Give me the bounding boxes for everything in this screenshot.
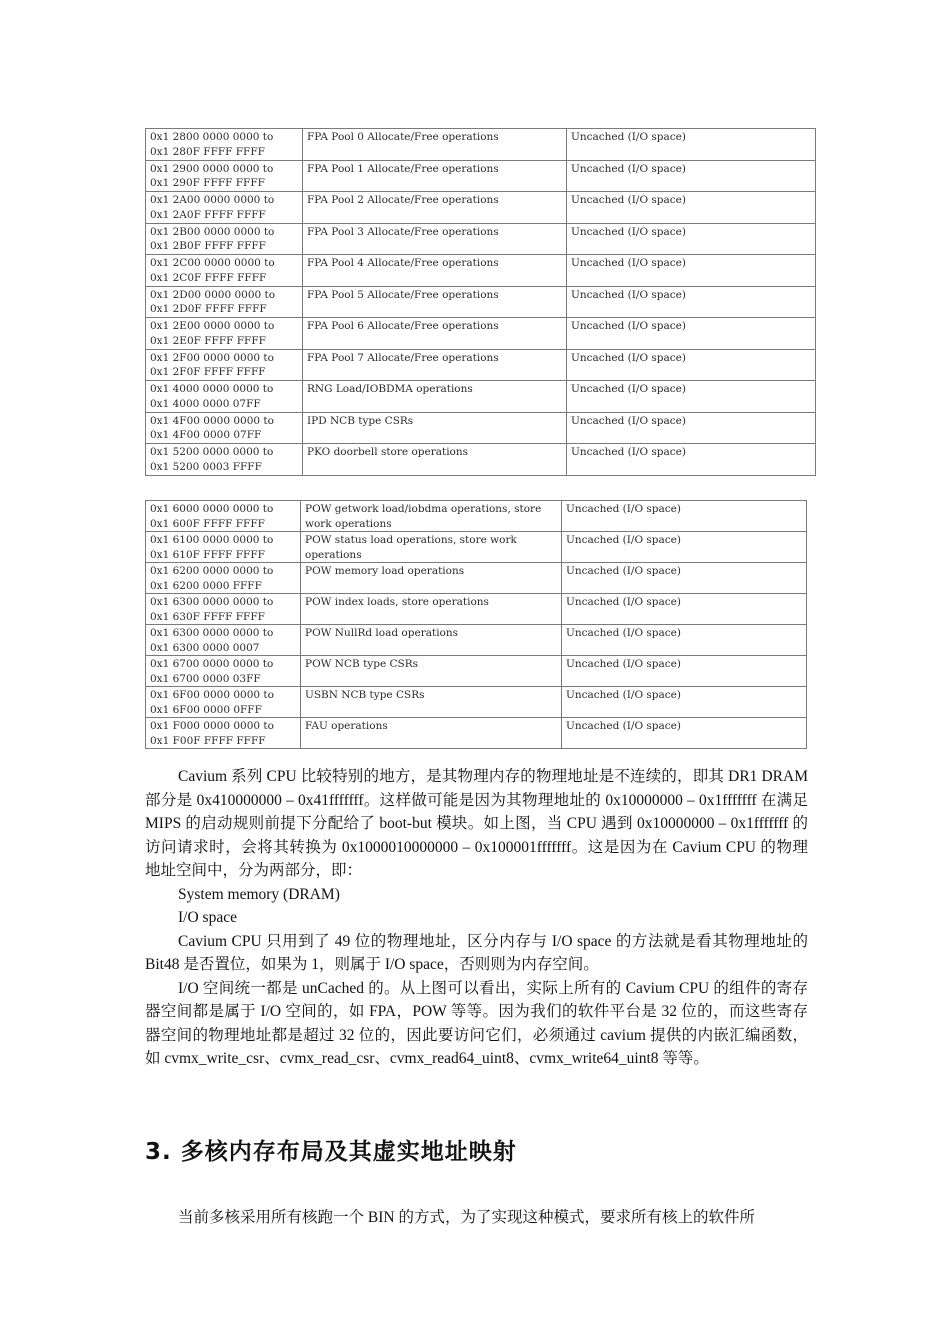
operation-cell — [303, 223, 567, 255]
paragraph-bit48: Cavium CPU 只用到了 49 位的物理地址，区分内存与 I/O space 的方法就是看其物理地址的 Bit48 是否置位，如果为 1，则属于 I/O space，否则则为内存空间。 — [145, 932, 808, 973]
address-range-cell-line: 0x1 6000 0000 0000 to — [150, 503, 274, 515]
address-range-cell — [146, 286, 303, 318]
address-range-cell-line: 0x1 2D0F FFFF FFFF — [150, 303, 267, 315]
address-range-cell-line: 0x1 2F00 0000 0000 to — [150, 351, 274, 364]
address-range-cell-line: 0x1 2800 0000 0000 to — [150, 131, 274, 143]
address-range-cell-line: 0x1 6700 0000 0000 to — [150, 658, 274, 670]
address-range-cell — [146, 687, 301, 718]
table-row — [146, 501, 807, 532]
table-row — [146, 594, 807, 625]
address-range-cell-line: 0x1 F00F FFFF FFFF — [150, 734, 266, 747]
paragraph-address-discontinuity: Cavium 系列 CPU 比较特别的地方，是其物理内存的物理地址是不连续的，即其 DR1 DRAM 部分是 0x410000000 – 0x41fffffff。这样做可能是因为其物理地址的 0x10000000 – 0x1fffffff 在满足 MIPS 的启动规则前提下分配给了 boot-but 模块。如上图，当 CPU 遇到 0x10000000 – 0x1fffffff 的访问请求时，会将其转换为 0x1000010000000 – 0x100001fffffff。这是因为在 Cavium CPU 的物理地址空间中，分为两部分，即： — [145, 768, 808, 879]
cache-attribute-cell: Uncached (I/O space) — [567, 318, 816, 350]
address-range-cell — [146, 718, 301, 749]
address-range-cell-line: 0x1 6700 0000 03FF — [150, 672, 261, 685]
operation-cell-line: POW index loads, store operations — [305, 596, 489, 608]
address-range-cell-line: 0x1 6F00 0000 0000 to — [150, 689, 274, 701]
address-range-cell — [146, 444, 303, 476]
operation-cell — [301, 656, 562, 687]
table-row — [146, 160, 816, 192]
address-range-cell-line: 0x1 2E0F FFFF FFFF — [150, 334, 266, 347]
table-row — [146, 318, 816, 350]
fpa-address-map-table — [145, 128, 816, 476]
address-range-cell-line: 0x1 2A00 0000 0000 to — [150, 194, 275, 206]
operation-cell-line: POW memory load operations — [305, 565, 465, 577]
address-range-cell — [146, 255, 303, 287]
operation-cell — [301, 625, 562, 656]
address-range-cell-line: 0x1 2B0F FFFF FFFF — [150, 240, 266, 252]
address-range-cell-line: 0x1 2E00 0000 0000 to — [150, 320, 275, 332]
address-range-cell-line: 0x1 4000 0000 0000 to — [150, 383, 274, 395]
address-range-cell-line: 0x1 610F FFFF FFFF — [150, 548, 265, 561]
table-row — [146, 656, 807, 687]
operation-cell — [303, 444, 567, 476]
pow-address-map-table — [145, 500, 807, 749]
address-range-cell — [146, 563, 301, 594]
operation-cell-line: FPA Pool 5 Allocate/Free operations — [307, 288, 499, 301]
operation-cell-line: PKO doorbell store operations — [307, 446, 469, 458]
address-range-cell-line: 0x1 4F00 0000 0000 to — [150, 414, 274, 427]
cache-attribute-cell: Uncached (I/O space) — [567, 412, 816, 444]
cache-attribute-cell: Uncached (I/O space) — [562, 501, 807, 532]
operation-cell — [303, 318, 567, 350]
address-range-cell-line: 0x1 290F FFFF FFFF — [150, 177, 265, 189]
table-row — [146, 255, 816, 287]
cache-attribute-cell: Uncached (I/O space) — [567, 192, 816, 224]
operation-cell-line: FPA Pool 2 Allocate/Free operations — [307, 194, 499, 206]
address-range-cell-line: 0x1 4000 0000 07FF — [150, 397, 261, 410]
address-range-cell-line: 0x1 6200 0000 FFFF — [150, 579, 262, 592]
operation-cell-line: FPA Pool 7 Allocate/Free operations — [307, 351, 499, 364]
cache-attribute-cell: Uncached (I/O space) — [567, 349, 816, 381]
operation-cell — [301, 563, 562, 594]
table-row — [146, 349, 816, 381]
operation-cell — [303, 286, 567, 318]
operation-cell-line: FPA Pool 3 Allocate/Free operations — [307, 225, 499, 238]
address-range-cell — [146, 656, 301, 687]
operation-cell-line: IPD NCB type CSRs — [307, 414, 414, 427]
section-heading: 3. 多核内存布局及其虚实地址映射 — [145, 1139, 517, 1165]
address-range-cell — [146, 160, 303, 192]
address-range-cell-line: 0x1 4F00 0000 07FF — [150, 429, 262, 441]
cache-attribute-cell: Uncached (I/O space) — [567, 286, 816, 318]
table-row — [146, 563, 807, 594]
cache-attribute-cell: Uncached (I/O space) — [567, 160, 816, 192]
table-row — [146, 718, 807, 749]
address-range-cell-line: 0x1 2F0F FFFF FFFF — [150, 366, 266, 378]
address-range-cell-line: 0x1 5200 0000 0000 to — [150, 446, 274, 458]
address-range-cell-line: 0x1 2900 0000 0000 to — [150, 162, 274, 175]
address-range-cell — [146, 129, 303, 161]
cache-attribute-cell: Uncached (I/O space) — [567, 444, 816, 476]
operation-cell-line: work operations — [305, 517, 392, 530]
cache-attribute-cell: Uncached (I/O space) — [562, 718, 807, 749]
address-range-cell — [146, 532, 301, 563]
operation-cell — [303, 349, 567, 381]
operation-cell-line: RNG Load/IOBDMA operations — [307, 383, 473, 395]
table-row — [146, 625, 807, 656]
operation-cell — [301, 594, 562, 625]
address-range-cell — [146, 349, 303, 381]
operation-cell-line: POW NCB type CSRs — [305, 658, 419, 670]
operation-cell-line: FPA Pool 6 Allocate/Free operations — [307, 320, 499, 332]
operation-cell-line: FPA Pool 4 Allocate/Free operations — [307, 257, 499, 269]
paragraph-multicore-bin: 当前多核采用所有核跑一个 BIN 的方式，为了实现这种模式，要求所有核上的软件所 — [178, 1209, 755, 1226]
cache-attribute-cell: Uncached (I/O space) — [562, 687, 807, 718]
operation-cell — [301, 532, 562, 563]
table-row — [146, 129, 816, 161]
paragraph-uncached-io: I/O 空间统一都是 unCached 的。从上图可以看出，实际上所有的 Cavium CPU 的组件的寄存器空间都是属于 I/O 空间的，如 FPA，POW 等等。因为我们的软件平台是 32 位的，而这些寄存器空间的物理地址都是超过 32 位的，因此要访问它们，必须通过 cavium 提供的内嵌汇编函数，如 cvmx_write_csr、cvmx_read_csr、cvmx_read64_uint8、cvmx_write64_uint8 等等。 — [145, 979, 808, 1067]
operation-cell-line: USBN NCB type CSRs — [305, 689, 425, 701]
address-range-cell — [146, 412, 303, 444]
operation-cell — [303, 192, 567, 224]
operation-cell-line: POW getwork load/iobdma operations, store — [305, 503, 542, 515]
address-range-cell — [146, 192, 303, 224]
cache-attribute-cell: Uncached (I/O space) — [567, 255, 816, 287]
cache-attribute-cell: Uncached (I/O space) — [567, 129, 816, 161]
operation-cell — [301, 501, 562, 532]
address-range-cell-line: 0x1 630F FFFF FFFF — [150, 610, 265, 623]
address-range-cell-line: 0x1 2C0F FFFF FFFF — [150, 271, 267, 284]
operation-cell-line: POW NullRd load operations — [305, 627, 459, 639]
table-row — [146, 532, 807, 563]
operation-cell-line: FAU operations — [305, 720, 388, 732]
cache-attribute-cell: Uncached (I/O space) — [567, 381, 816, 413]
table-row — [146, 223, 816, 255]
operation-cell-line: operations — [305, 548, 362, 561]
address-range-cell-line: 0x1 6200 0000 0000 to — [150, 565, 274, 577]
table-row — [146, 286, 816, 318]
address-range-cell-line: 0x1 2A0F FFFF FFFF — [150, 208, 266, 221]
operation-cell-line: POW status load operations, store work — [305, 534, 517, 546]
operation-cell — [303, 129, 567, 161]
operation-cell — [303, 255, 567, 287]
list-item-system-memory: System memory (DRAM) — [178, 885, 340, 903]
operation-cell — [301, 718, 562, 749]
list-item-io-space: I/O space — [178, 909, 237, 926]
operation-cell-line: FPA Pool 1 Allocate/Free operations — [307, 162, 499, 175]
operation-cell — [301, 687, 562, 718]
cache-attribute-cell: Uncached (I/O space) — [562, 594, 807, 625]
table-row — [146, 381, 816, 413]
address-range-cell — [146, 501, 301, 532]
table-row — [146, 444, 816, 476]
address-range-cell-line: 0x1 6100 0000 0000 to — [150, 534, 274, 546]
address-range-cell — [146, 223, 303, 255]
address-range-cell-line: 0x1 2B00 0000 0000 to — [150, 225, 275, 238]
cache-attribute-cell: Uncached (I/O space) — [562, 532, 807, 563]
address-range-cell-line: 0x1 600F FFFF FFFF — [150, 517, 265, 530]
address-range-cell-line: 0x1 6300 0000 0000 to — [150, 627, 274, 639]
address-range-cell — [146, 381, 303, 413]
table-row — [146, 192, 816, 224]
address-range-cell-line: 0x1 F000 0000 0000 to — [150, 720, 274, 732]
address-range-cell-line: 0x1 6300 0000 0000 to — [150, 596, 274, 608]
table-row — [146, 412, 816, 444]
table-row — [146, 687, 807, 718]
body-text — [145, 765, 808, 1071]
operation-cell — [303, 412, 567, 444]
address-range-cell-line: 0x1 280F FFFF FFFF — [150, 145, 265, 158]
cache-attribute-cell: Uncached (I/O space) — [562, 563, 807, 594]
cache-attribute-cell: Uncached (I/O space) — [562, 625, 807, 656]
address-range-cell — [146, 594, 301, 625]
address-range-cell-line: 0x1 6F00 0000 0FFF — [150, 703, 262, 716]
address-range-cell-line: 0x1 6300 0000 0007 — [150, 641, 260, 654]
address-range-cell-line: 0x1 2D00 0000 0000 to — [150, 288, 276, 301]
cache-attribute-cell: Uncached (I/O space) — [567, 223, 816, 255]
address-range-cell — [146, 625, 301, 656]
operation-cell-line: FPA Pool 0 Allocate/Free operations — [307, 131, 499, 143]
address-range-cell-line: 0x1 5200 0003 FFFF — [150, 460, 262, 473]
operation-cell — [303, 381, 567, 413]
address-range-cell-line: 0x1 2C00 0000 0000 to — [150, 257, 275, 269]
address-range-cell — [146, 318, 303, 350]
cache-attribute-cell: Uncached (I/O space) — [562, 656, 807, 687]
operation-cell — [303, 160, 567, 192]
